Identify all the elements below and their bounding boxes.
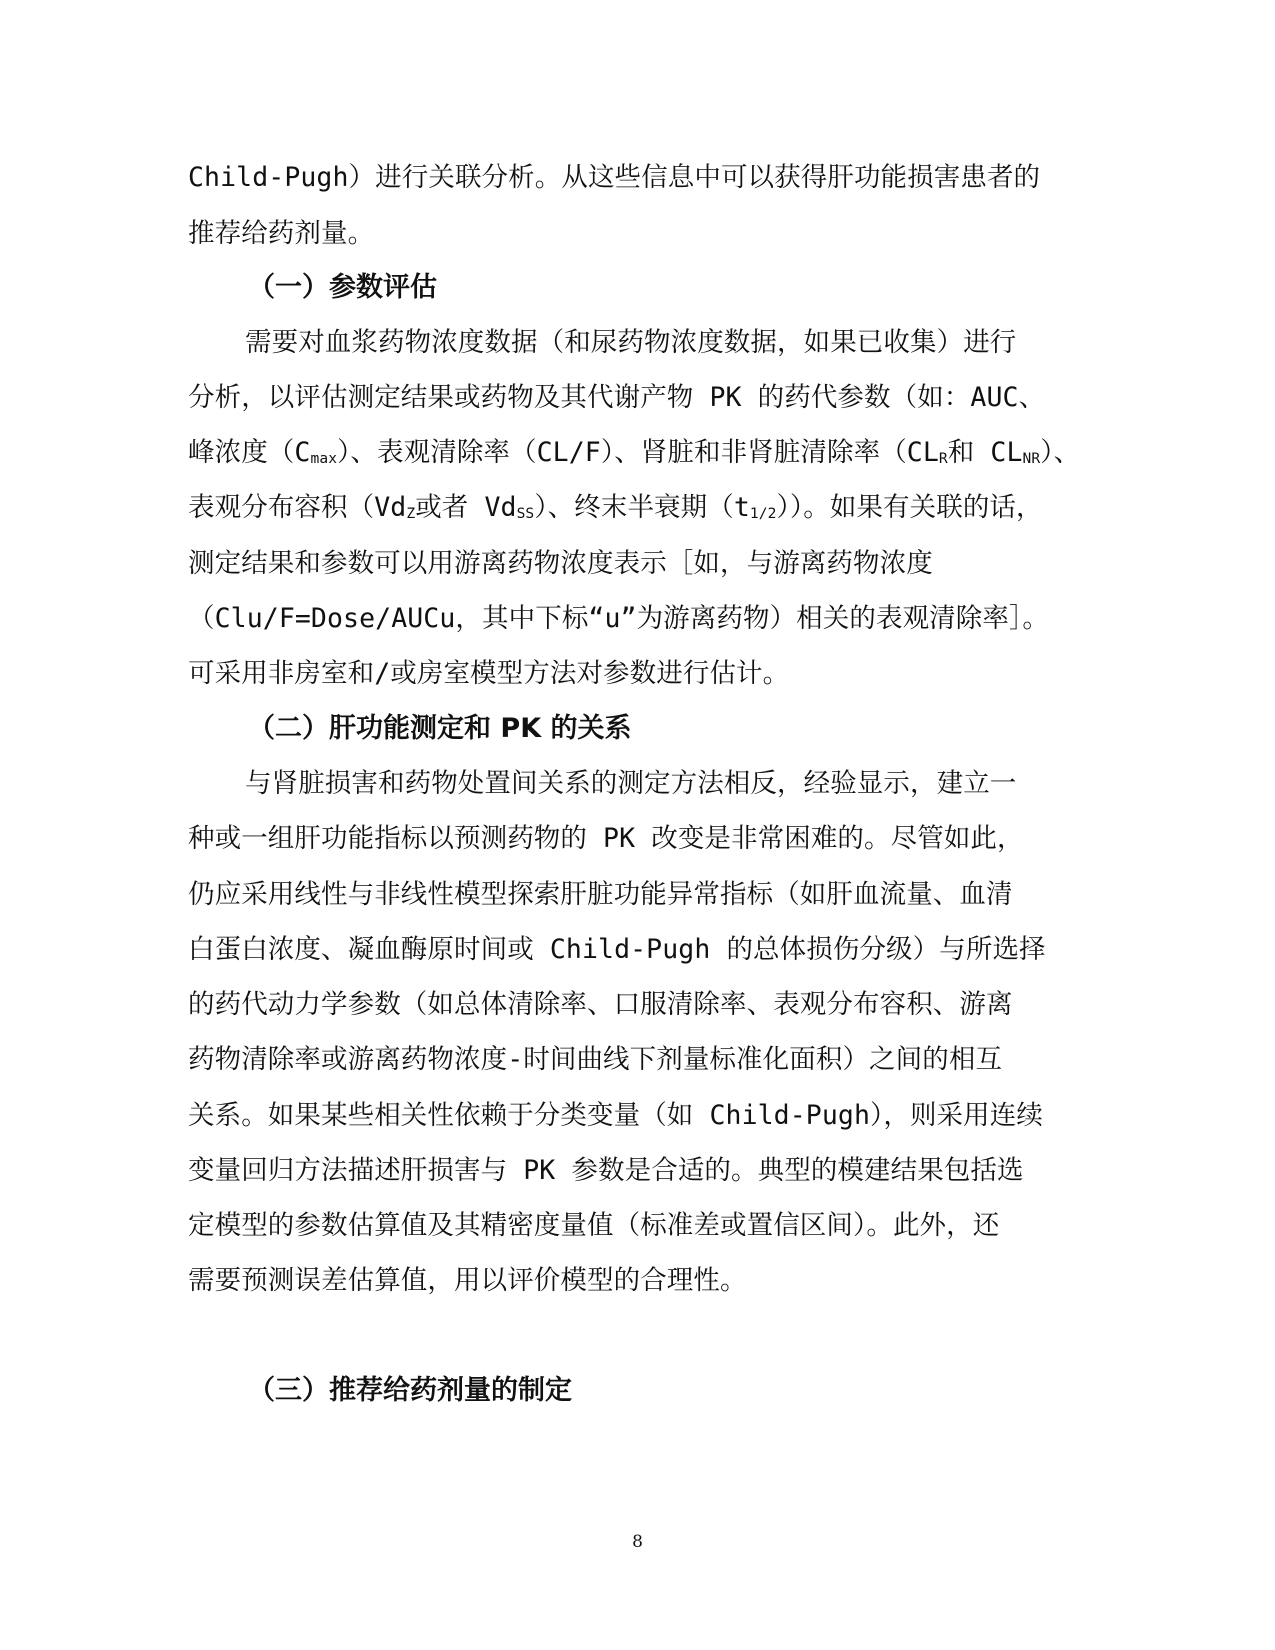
page-number: 8 [632,1532,643,1552]
body-line: 变量回归方法描述肝损害与 PK 参数是合适的。典型的模建结果包括选 [188,1155,1024,1186]
body-line: Child-Pugh）进行关联分析。从这些信息中可以获得肝功能损害患者的 [188,162,1041,193]
body-line: 推荐给药剂量。 [188,218,375,249]
body-line: 种或一组肝功能指标以预测药物的 PK 改变是非常困难的。尽管如此， [188,823,1024,854]
body-line: 关系。如果某些相关性依赖于分类变量（如 Child-Pugh），则采用连续 [188,1100,1043,1131]
body-line: 药物清除率或游离药物浓度-时间曲线下剂量标准化面积）之间的相互 [188,1044,1003,1075]
text-run: 表观分布容积（Vd [188,492,407,523]
body-line: 定模型的参数估算值及其精密度量值（标准差或置信区间）。此外，还 [188,1210,1000,1241]
text-run: 和 CL [947,437,1023,468]
subscript: 1/2 [749,505,777,523]
body-line: 与肾脏损害和药物处置间关系的测定方法相反，经验显示，建立一 [245,768,1017,799]
subscript: max [310,450,338,468]
subscript: R [938,450,948,468]
body-line: 需要预测误差估算值，用以评价模型的合理性。 [188,1265,747,1296]
body-line: （Clu/F=Dose/AUCu，其中下标“u”为游离药物）相关的表观清除率］。 [188,603,1049,634]
body-line: 分析，以评估测定结果或药物及其代谢产物 PK 的药代参数（如：AUC、 [188,382,1046,413]
text-run: ）、表观清除率（CL/F）、肾脏和非肾脏清除率（CL [337,437,939,468]
section-heading-3: （三）推荐给药剂量的制定 [248,1375,572,1406]
subscript: Z [406,505,416,523]
subscript: SS [516,505,535,523]
body-line-with-subscripts [188,437,1088,469]
section-heading-2: （二）肝功能测定和 PK 的关系 [248,713,632,744]
body-line: 的药代动力学参数（如总体清除率、口服清除率、表观分布容积、游离 [188,989,1013,1020]
text-run: 或者 Vd [415,492,517,523]
text-run: ）、 [1040,437,1081,468]
body-line: 可采用非房室和/或房室模型方法对参数进行估计。 [188,658,790,689]
body-line-with-subscripts [188,492,1088,524]
body-line: 需要对血浆药物浓度数据（和尿药物浓度数据，如果已收集）进行 [245,327,1017,358]
subscript: NR [1022,450,1041,468]
text-run: ））。如果有关联的话， [776,492,1043,523]
text-run: ）、终末半衰期（t [534,492,750,523]
section-heading-1: （一）参数评估 [248,272,437,303]
body-line: 白蛋白浓度、凝血酶原时间或 Child-Pugh 的总体损伤分级）与所选择 [188,934,1046,965]
body-line: 仍应采用线性与非线性模型探索肝脏功能异常指标（如肝血流量、血清 [188,879,1013,910]
text-run: 峰浓度（C [188,437,311,468]
body-line: 测定结果和参数可以用游离药物浓度表示［如，与游离药物浓度 [188,548,933,579]
